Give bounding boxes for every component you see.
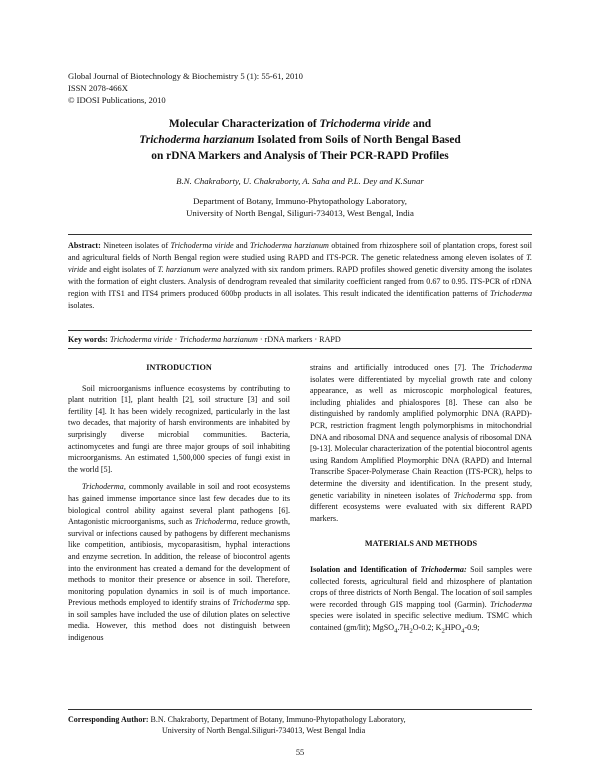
paragraph: Soil microorganisms influence ecosystems by contributing to plant nutrition [1], plant health [2], soil structure [3] and soil fertility [4]. It has been widely recognized, particularly in the last two decades, that majority of harsh environments are inhabited by surprisingly diverse microbial communities. Bacteria, actinomycetes and fungi are three major groups of soil inhabiting microorganisms. An estimated 1,500,000 species of fungi exist in the world [5]. — [68, 383, 290, 474]
species-name: Trichoderma — [232, 598, 275, 608]
paragraph-text: isolates were differentiated by mycelial growth rate and colony appearance, as well as microscopic morphological features, including phialides and phialospores [8]. These can also be distinguished by randomly amplified polymorphic DNA (RAPD)-PCR, restriction fragment length polymorphisms in mitochondrial DNA and ribosomal DNA and sequence analysis of ribosomal DNA [9-13]. Molecular characterization of the potential biocontrol agents using Random Amplified Ploymorphic DNA (RAPD) and Internal Transcribe Spacer-Polymerase Chain Reaction (ITS-PCR), helps to determine the diversity and identification. In the present study, genetic variability in nineteen isolates of — [310, 374, 532, 500]
subscript: 4 — [394, 627, 398, 635]
publisher-copyright: © IDOSI Publications, 2010 — [68, 95, 166, 105]
abstract-species: Trichoderma viride — [170, 241, 234, 250]
keyword: Trichoderma harzianum — [179, 335, 258, 344]
species-name: Trichoderma — [194, 517, 237, 527]
keyword: Trichoderma viride — [109, 335, 173, 344]
divider — [68, 348, 532, 349]
abstract-species: Trichoderma — [490, 289, 532, 298]
paragraph-text: spp. in soil samples have included the use of dilution plates on selective media. However, this method does not distinguish between indigenous — [68, 598, 290, 643]
abstract-species: T. harzianum were — [157, 265, 219, 274]
paragraph-text: O-0.2; K — [412, 622, 442, 632]
abstract-text: isolates. — [68, 301, 95, 310]
title-text: Isolated from Soils of North Bengal Based — [254, 134, 461, 146]
keywords-label: Key words: — [68, 335, 108, 344]
authors: B.N. Chakraborty, U. Chakraborty, A. Saha and P.L. Dey and K.Sunar — [176, 176, 424, 186]
divider — [68, 330, 532, 331]
abstract — [68, 240, 532, 312]
divider — [68, 234, 532, 235]
paragraph-text: .7H — [397, 622, 410, 632]
paragraph-text: , reduce growth, survival or infections caused by pathogens by different mechanisms like competition, antibiosis, mycoparasitism, hyphal interactions and enzyme secretion. In addition, the release of biocontrol agents into the environment has created a demand for the development of methods to monitor their presence or absence in soil. Therefore, monitoring population dynamics in soil is of much importance. Previous methods employed to identify strains of — [68, 517, 291, 608]
keyword-separator: · — [172, 335, 180, 344]
page-number: 55 — [295, 748, 305, 757]
title-text: Molecular Characterization of — [168, 118, 320, 130]
section-heading-introduction: INTRODUCTION — [146, 363, 212, 372]
abstract-species: Trichoderma harzianum — [250, 241, 329, 250]
paragraph-text: strains and artificially introduced ones [7]. The — [310, 363, 491, 372]
subscript: 2 — [409, 627, 413, 635]
subsection-heading-text: Isolation and Identification of — [310, 564, 421, 574]
corresponding-label: Corresponding Author: — [68, 715, 149, 724]
corresponding-author — [68, 714, 532, 736]
abstract-text: analyzed with six random primers. RAPD profiles showed genetic diversity among the isolates with the formation of eight clusters. Analysis of dendrogram revealed that similarity coefficient ranged from 0.67 to 0.95. ITS-PCR of rDNA region with ITS1 and ITS4 primers produced 600bp products in all isolates. This result indicated the identification patterns of — [68, 265, 532, 298]
paragraph — [68, 481, 290, 643]
keyword-separator: · — [312, 335, 320, 344]
paragraph — [310, 564, 532, 637]
paragraph — [310, 362, 532, 524]
section-heading-methods: MATERIALS AND METHODS — [364, 539, 478, 549]
title-species: Trichoderma viride — [319, 118, 410, 130]
abstract-text: and eight isolates of — [86, 265, 158, 274]
subsection-heading — [310, 565, 467, 574]
keyword: rDNA markers — [264, 335, 313, 344]
divider — [68, 709, 532, 710]
subscript: 2 — [441, 627, 445, 635]
paragraph-text: species were isolated in specific selective medium. TSMC which contained (gm/lit); MgSO — [310, 611, 532, 632]
abstract-text: obtained from rhizosphere soil of plantation crops, forest soil and agricultural fields of North Bengal region were studied using RAPD and ITS-PCR. The genetic relatedness among eleven isolates of — [68, 241, 532, 262]
journal-header — [68, 70, 303, 106]
abstract-label: Abstract: — [68, 241, 101, 250]
keyword: RAPD — [319, 335, 341, 344]
paragraph-text: HPO — [444, 622, 462, 632]
paragraph-text: Soil samples were collected forests, agricultural field and rhizosphere of plantation crops of three districts of North Bengal. The location of soil samples were recorded through GIS mapping tool (Garmin). — [310, 564, 532, 609]
corresponding-line: University of North Bengal.Siliguri-734013, West Bengal India — [162, 726, 366, 735]
species-name: Trichoderma — [82, 482, 124, 492]
affiliation — [60, 195, 540, 219]
paragraph-text: spp. from different ecosystems were evaluated with six different RAPD markers. — [310, 490, 532, 523]
abstract-text: Nineteen isolates of — [100, 241, 171, 250]
affiliation-line: Department of Botany, Immuno-Phytopathology Laboratory, — [193, 196, 407, 206]
paragraph-text: , commonly available in soil and root ecosystems has gained immense importance since last few decades due to its biological control ability against several plant pathogens [6]. Antagonistic microorganisms, such as — [68, 482, 290, 527]
paper-title — [60, 116, 540, 164]
paragraph-text: -0.9; — [464, 622, 480, 632]
title-text: and — [409, 118, 432, 130]
abstract-text: and — [233, 241, 251, 250]
keyword-separator: · — [257, 335, 265, 344]
species-name: Trichoderma — [490, 599, 532, 609]
species-name: Trichoderma: — [420, 564, 467, 574]
title-species: Trichoderma harzianum — [139, 134, 255, 146]
left-column — [68, 362, 290, 644]
species-name: Trichoderma — [453, 490, 496, 500]
affiliation-line: University of North Bengal, Siliguri-734013, West Bengal, India — [186, 208, 414, 218]
title-line: on rDNA Markers and Analysis of Their PCR-RAPD Profiles — [151, 150, 449, 162]
subscript: 4 — [461, 627, 465, 635]
keywords — [68, 335, 532, 344]
corresponding-line: B.N. Chakraborty, Department of Botany, Immuno-Phytopathology Laboratory, — [148, 715, 406, 724]
issn: ISSN 2078-466X — [68, 83, 128, 93]
abstract-species: T. viride — [68, 253, 532, 274]
species-name: Trichoderma — [490, 363, 532, 372]
journal-citation: Global Journal of Biotechnology & Biochemistry 5 (1): 55-61, 2010 — [68, 71, 303, 81]
right-column — [310, 362, 532, 637]
